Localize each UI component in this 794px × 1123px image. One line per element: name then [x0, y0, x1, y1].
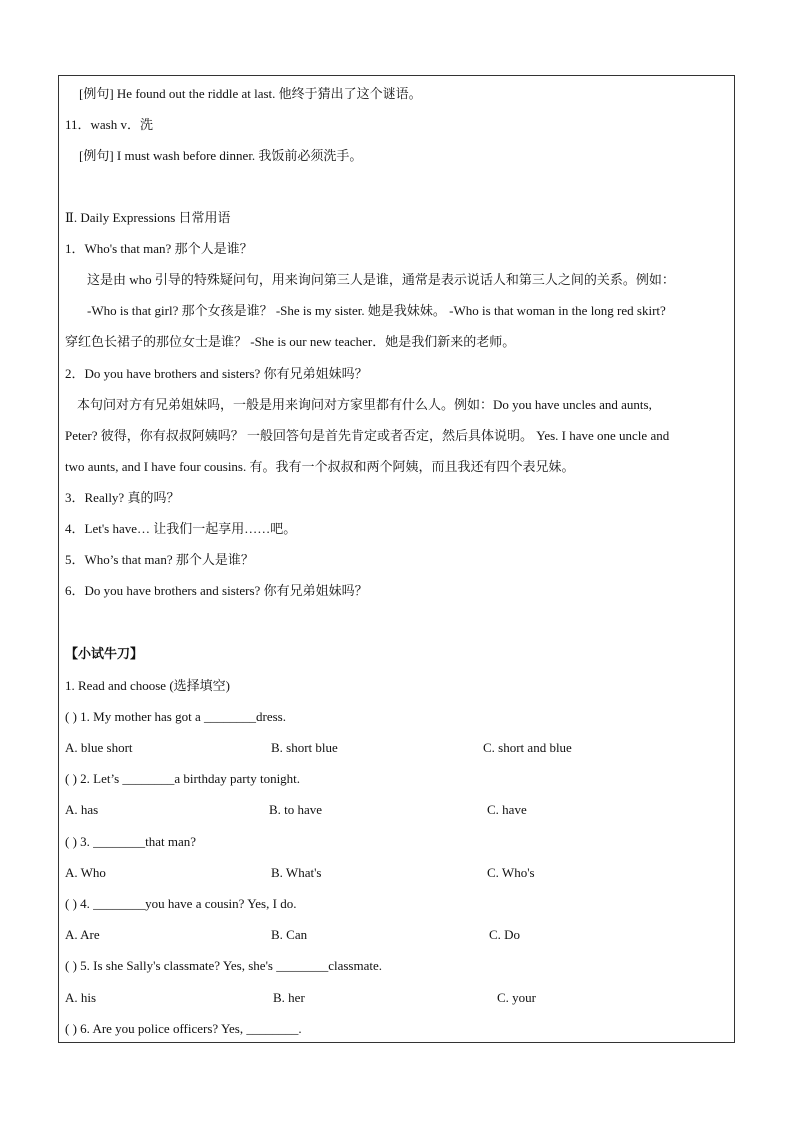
expression-6: 6．Do you have brothers and sisters? 你有兄弟姐妹吗？ — [65, 583, 368, 598]
question-3-option-b: B. What's — [271, 865, 322, 880]
expression-2-note-line-2: Peter? 彼得，你有叔叔阿姨吗？ 一般回答句是首先肯定或者否定，然后具体说明。 Yes. I have one uncle and — [65, 428, 670, 443]
question-2-option-b: B. to have — [269, 802, 323, 817]
question-2-option-a: A. has — [65, 802, 99, 817]
question-1-option-c: C. short and blue — [483, 740, 572, 755]
question-4: ( ) 4. ________you have a cousin? Yes, I do. — [65, 896, 297, 911]
question-1: ( ) 1. My mother has got a ________dress. — [65, 709, 286, 724]
question-2-option-c: C. have — [487, 802, 527, 817]
question-3: ( ) 3. ________that man? — [65, 834, 197, 849]
expression-2-note-line-1: 本句问对方有兄弟姐妹吗，一般是用来询问对方家里都有什么人。例如：Do you have uncles and aunts, — [77, 397, 652, 412]
question-1-option-a: A. blue short — [65, 740, 133, 755]
question-1-option-b: B. short blue — [271, 740, 338, 755]
question-3-option-c: C. Who's — [487, 865, 535, 880]
question-3-option-a: A. Who — [65, 865, 106, 880]
expression-2-note-line-3: two aunts, and I have four cousins. 有。我有一个叔叔和两个阿姨，而且我还有四个表兄妹。 — [65, 459, 575, 474]
question-4-option-c: C. Do — [489, 927, 521, 942]
example-sentence-11: [例句] I must wash before dinner. 我饭前必须洗手。 — [79, 148, 363, 163]
vocab-item-11: 11．wash v．洗 — [65, 117, 153, 132]
question-5-option-a: A. his — [65, 990, 97, 1005]
practice-task-title: 1. Read and choose (选择填空) — [65, 678, 230, 693]
expression-5: 5．Who’s that man? 那个人是谁？ — [65, 552, 254, 567]
section-heading-daily-expressions: Ⅱ. Daily Expressions 日常用语 — [65, 210, 231, 225]
question-2: ( ) 2. Let’s ________a birthday party tonight. — [65, 771, 301, 786]
expression-4: 4．Let's have… 让我们一起享用……吧。 — [65, 521, 297, 536]
question-5: ( ) 5. Is she Sally's classmate? Yes, she's ________classmate. — [65, 958, 383, 973]
expression-1: 1．Who's that man? 那个人是谁？ — [65, 241, 253, 256]
question-4-option-b: B. Can — [271, 927, 308, 942]
question-5-option-c: C. your — [497, 990, 536, 1005]
question-4-option-a: A. Are — [65, 927, 100, 942]
expression-1-example-line-2: 穿红色长裙子的那位女士是谁？ -She is our new teacher．她是我们新来的老师。 — [65, 334, 516, 349]
expression-1-example-line-1: -Who is that girl? 那个女孩是谁？ -She is my sister. 她是我妹妹。 -Who is that woman in the long red skirt? — [87, 303, 666, 318]
expression-2: 2．Do you have brothers and sisters? 你有兄弟姐妹吗？ — [65, 366, 368, 381]
expression-3: 3．Really? 真的吗？ — [65, 490, 180, 505]
expression-1-note: 这是由 who 引导的特殊疑问句，用来询问第三人是谁，通常是表示说话人和第三人之间的关系。例如： — [87, 272, 675, 287]
question-6: ( ) 6. Are you police officers? Yes, ________. — [65, 1021, 302, 1036]
example-sentence-10: [例句] He found out the riddle at last. 他终于猜出了这个谜语。 — [79, 86, 422, 101]
question-5-option-b: B. her — [273, 990, 305, 1005]
practice-heading: 【小试牛刀】 — [65, 647, 144, 662]
